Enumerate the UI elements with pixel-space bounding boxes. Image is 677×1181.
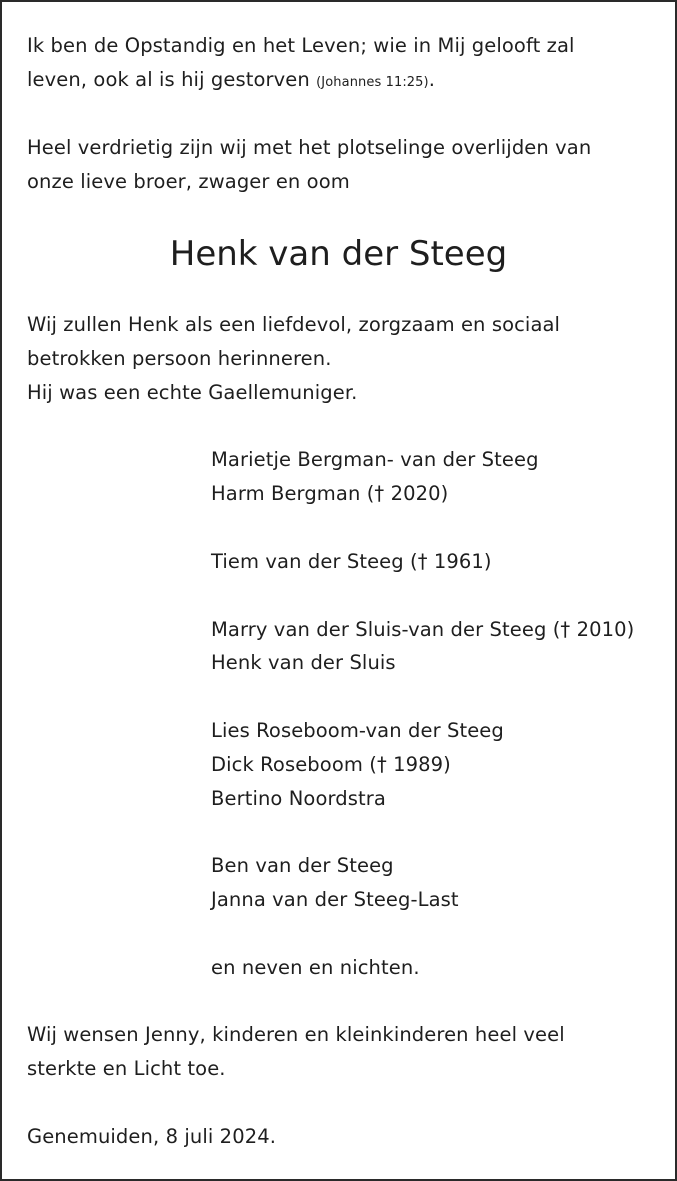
remembrance-line-3: Hij was een echte Gaellemuniger.: [27, 381, 358, 404]
family-closing-line: en neven en nichten.: [211, 956, 420, 979]
family-member: Harm Bergman († 2020): [211, 482, 449, 505]
family-member: Marietje Bergman- van der Steeg: [211, 448, 539, 471]
family-member: Tiem van der Steeg († 1961): [211, 550, 492, 573]
closing-line-1: Wij wensen Jenny, kinderen en kleinkinderen heel veel: [27, 1023, 565, 1046]
remembrance-line-1: Wij zullen Henk als een liefdevol, zorgzaam en sociaal: [27, 313, 561, 336]
family-member: Henk van der Sluis: [211, 651, 396, 674]
verse-line-2-text: leven, ook al is hij gestorven: [27, 68, 310, 91]
family-member: Ben van der Steeg: [211, 854, 394, 877]
verse-line-1: Ik ben de Opstandig en het Leven; wie in Mij gelooft zal: [27, 34, 575, 57]
intro-line-2: onze lieve broer, zwager en oom: [27, 170, 350, 193]
verse-line-2-end: .: [428, 68, 436, 91]
verse-reference: (Johannes 11:25): [316, 75, 429, 90]
remembrance-line-2: betrokken persoon herinneren.: [27, 347, 332, 370]
family-member: Lies Roseboom-van der Steeg: [211, 719, 504, 742]
family-member: Dick Roseboom († 1989): [211, 753, 451, 776]
place-date: Genemuiden, 8 juli 2024.: [27, 1125, 277, 1148]
closing-line-2: sterkte en Licht toe.: [27, 1057, 226, 1080]
verse-line-2: [27, 63, 435, 100]
family-member: Bertino Noordstra: [211, 787, 386, 810]
family-member: Janna van der Steeg-Last: [211, 888, 459, 911]
family-member: Marry van der Sluis-van der Steeg († 2010): [211, 618, 635, 641]
intro-line-1: Heel verdrietig zijn wij met het plotselinge overlijden van: [27, 136, 592, 159]
deceased-name: Henk van der Steeg: [169, 234, 508, 274]
